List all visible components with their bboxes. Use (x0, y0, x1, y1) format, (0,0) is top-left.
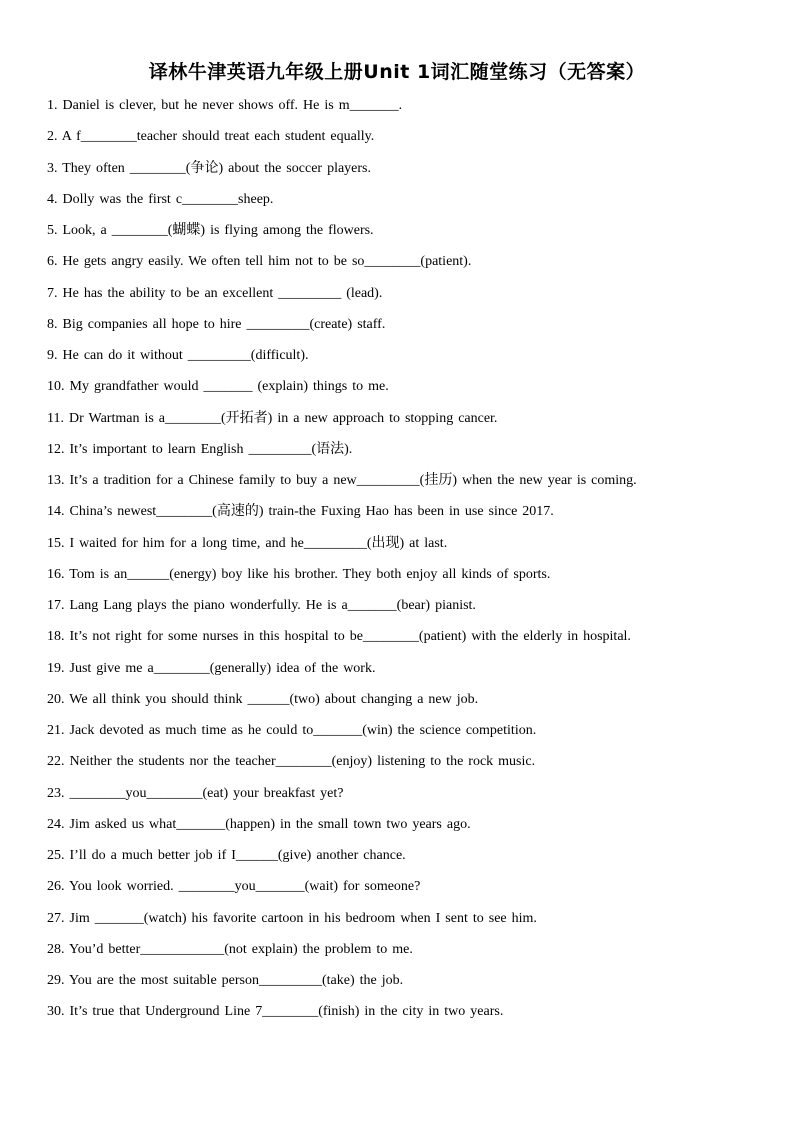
question-item (47, 158, 747, 189)
question-item (47, 501, 747, 532)
question-text: It’s important to learn English _________(语法). (69, 441, 353, 457)
question-text: You’d better____________(not explain) the problem to me. (68, 941, 413, 957)
question-item (47, 939, 747, 970)
question-number: 6. (47, 254, 58, 270)
question-number: 8. (47, 316, 58, 332)
question-number: 15. (47, 535, 65, 551)
question-text: We all think you should think ______(two) about changing a new job. (69, 691, 479, 707)
question-text: ________you________(eat) your breakfast yet? (69, 785, 344, 801)
question-number: 29. (47, 973, 65, 988)
question-text: Look, a ________(蝴蝶) is flying among the flowers. (62, 223, 374, 238)
question-number: 16. (47, 566, 65, 582)
question-number: 10. (47, 379, 65, 395)
question-item (47, 970, 747, 1001)
question-text: Big companies all hope to hire _________(create) staff. (62, 316, 386, 332)
question-item (47, 845, 747, 876)
question-text: Jack devoted as much time as he could to_______(win) the science competition. (69, 723, 537, 738)
question-text: A f________teacher should treat each student equally. (61, 129, 375, 145)
question-number: 26. (47, 879, 65, 895)
question-text: It’s not right for some nurses in this hospital to be________(patient) with the elderly in hospital. (69, 629, 631, 645)
question-number: 17. (47, 598, 65, 613)
question-text: You look worried. ________you_______(wait) for someone? (68, 879, 421, 895)
question-number: 5. (47, 223, 58, 238)
question-text: Jim _______(watch) his favorite cartoon in his bedroom when I sent to see him. (69, 910, 537, 926)
question-text: It’s true that Underground Line 7________(finish) in the city in two years. (69, 1004, 504, 1020)
question-text: My grandfather would _______ (explain) things to me. (69, 379, 389, 395)
question-text: He has the ability to be an excellent _________ (lead). (62, 285, 383, 301)
question-number: 3. (47, 160, 58, 176)
question-text: He can do it without _________(difficult). (62, 348, 309, 363)
question-text: I waited for him for a long time, and he_________(出现) at last. (69, 535, 448, 551)
question-number: 25. (47, 848, 65, 863)
question-text: It’s a tradition for a Chinese family to buy a new_________(挂历) when the new year is coming. (69, 473, 637, 488)
question-text: Just give me a________(generally) idea of the work. (69, 660, 376, 676)
question-item (47, 533, 747, 564)
question-number: 11. (47, 410, 64, 426)
question-number: 14. (47, 504, 65, 520)
question-item (47, 720, 747, 751)
question-item (47, 783, 747, 814)
question-number: 20. (47, 691, 65, 707)
question-item (47, 876, 747, 907)
document-title: 译林牛津英语九年级上册Unit 1词汇随堂练习（无答案） (148, 61, 646, 83)
question-text: You are the most suitable person_________(take) the job. (68, 973, 404, 988)
question-text: Neither the students nor the teacher________(enjoy) listening to the rock music. (69, 754, 536, 770)
question-number: 22. (47, 754, 65, 770)
question-item (47, 283, 747, 314)
question-number: 23. (47, 785, 65, 801)
question-text: Jim asked us what_______(happen) in the small town two years ago. (69, 816, 471, 832)
question-item (47, 220, 747, 251)
question-item (47, 439, 747, 470)
question-item (47, 595, 747, 626)
question-number: 21. (47, 723, 65, 738)
question-item (47, 564, 747, 595)
question-number: 28. (47, 941, 65, 957)
question-item (47, 314, 747, 345)
question-number: 30. (47, 1004, 65, 1020)
question-text: Daniel is clever, but he never shows off. He is m_______. (62, 98, 403, 113)
question-number: 19. (47, 660, 65, 676)
question-item (47, 251, 747, 282)
question-item (47, 95, 747, 126)
question-number: 12. (47, 441, 65, 457)
question-item (47, 408, 747, 439)
question-item (47, 376, 747, 407)
question-number: 1. (47, 98, 58, 113)
question-item (47, 189, 747, 220)
question-item (47, 126, 747, 157)
question-number: 18. (47, 629, 65, 645)
question-text: Dolly was the first c________sheep. (62, 191, 274, 207)
question-number: 7. (47, 285, 58, 301)
question-number: 2. (47, 129, 58, 145)
question-text: China’s newest________(高速的) train-the Fuxing Hao has been in use since 2017. (69, 504, 554, 520)
question-text: They often ________(争论) about the soccer players. (62, 160, 371, 176)
question-text: Tom is an______(energy) boy like his brother. They both enjoy all kinds of sports. (69, 566, 551, 582)
question-text: I’ll do a much better job if I______(give) another chance. (69, 848, 406, 863)
question-item (47, 626, 747, 657)
question-item (47, 345, 747, 376)
question-item (47, 689, 747, 720)
question-item (47, 1001, 747, 1032)
question-item (47, 470, 747, 501)
question-item (47, 814, 747, 845)
question-number: 4. (47, 191, 58, 207)
question-number: 24. (47, 816, 65, 832)
question-item (47, 908, 747, 939)
question-number: 27. (47, 910, 65, 926)
question-text: Lang Lang plays the piano wonderfully. He is a_______(bear) pianist. (69, 598, 476, 613)
question-item (47, 658, 747, 689)
question-text: Dr Wartman is a________(开拓者) in a new approach to stopping cancer. (68, 410, 498, 426)
question-text: He gets angry easily. We often tell him not to be so________(patient). (62, 254, 472, 270)
question-number: 9. (47, 348, 58, 363)
question-number: 13. (47, 473, 65, 488)
question-list (47, 95, 747, 1033)
question-item (47, 751, 747, 782)
